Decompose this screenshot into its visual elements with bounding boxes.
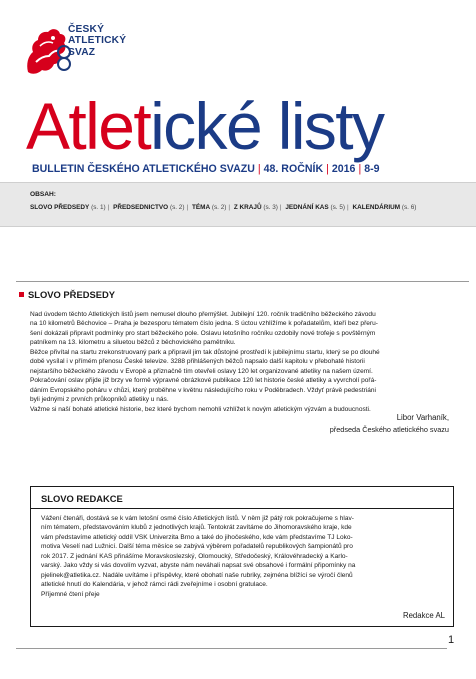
text-line: době vysílal i v přímém přenosu České televize. 3288 přihlášených běžců napsalo další kapitolu v přebohaté historii — [30, 358, 365, 366]
text-line: motiva Veselí nad Lužnicí. Další téma měsíce se zabývá výběrem pořadatelů republikových šampionátů pro — [41, 543, 353, 551]
contents-list: SLOVO PŘEDSEDY (s. 1) | PŘEDSEDNICTVO (s. 2) | TÉMA (s. 2) | Z KRAJŮ (s. 3) | JEDNÁNÍ KAS (s. 5) | KALENDÁRIUM (s. 6) — [30, 204, 417, 211]
masthead-blue: ické listy — [150, 89, 384, 163]
logo-line-2: ATLETICKÝ — [68, 35, 127, 47]
text-line: Važme si naší bohaté atletické historie, bez které bychom nemohli vzhlížet k novým atletickým výzvám a budoucnosti. — [30, 405, 371, 413]
bulletin-year: 2016 — [331, 163, 356, 175]
bulletin-line: BULLETIN ČESKÉHO ATLETICKÉHO SVAZU | 48. ROČNÍK | 2016 | 8-9 — [32, 163, 380, 175]
csa-logo — [22, 20, 158, 82]
toc-item[interactable]: PŘEDSEDNICTVO (s. 2) — [113, 204, 185, 211]
text-line: varský. Jako vždy si vás dovolím vyzvat, abyste nám neváhali napsat své obsahové i formální připomínky na — [41, 562, 356, 570]
text-line: Příjemné čtení přeje — [41, 590, 100, 598]
section-divider — [16, 281, 469, 282]
bullet-icon — [19, 292, 24, 297]
box-title: SLOVO REDAKCE — [41, 493, 123, 504]
text-line: na 10 kilometrů Běchovice – Praha je bezesporu tématem číslo jedna. S úctou vzhlížíme k pořadatelům, kteří bez přeru- — [30, 320, 378, 328]
text-line: rok 2017. Z jednání KAS přinášíme Moravskoslezský, Olomoucký, Středočeský, Královéhradecký a Karlo- — [41, 552, 348, 560]
text-line: Vážení čtenáři, dostává se k vám letošní osmé číslo Atletických listů. V něm již pátý rok pokračujeme s hlav- — [41, 515, 354, 522]
text-line: dáním Evropského poháru v chůzi, který proběhne v květnu následujícího roku v Poděbradech. Vždyť právě pedestriáni — [30, 386, 377, 394]
box-signature: Redakce AL — [402, 611, 445, 620]
text-line: nejstaršího běžeckého závodu v Evropě a přiznačně tím otevřeli oslavy 120 let organizované atletiky na našem území. — [30, 367, 373, 375]
logo-line-1: ČESKÝ — [68, 24, 105, 35]
masthead-red: Atlet — [26, 89, 151, 163]
masthead-title — [26, 88, 474, 164]
text-line: šení dokázali připravit podmínky pro start běžeckého pole. Oslavu letošního ročníku ozdobily nové trofeje s povštěrným — [30, 329, 376, 337]
section-header — [16, 286, 469, 304]
contents-label: OBSAH: — [30, 191, 57, 198]
page-number: 1 — [448, 634, 455, 646]
toc-item[interactable]: Z KRAJŮ (s. 3) — [233, 204, 278, 211]
signer-role: předseda Českého atletického svazu — [329, 425, 449, 434]
logo-line-3: SVAZ — [68, 46, 96, 58]
text-line: ním tématem, představováním klubů z jednotlivých krajů. Tentokrát zavítáme do Jihomoravského kraje, kde — [41, 524, 352, 532]
text-line: pjelinek@atletika.cz. Nadále uvítáme i příspěvky, které obohatí naše rubriky, zejména blížící se výročí členů — [41, 571, 353, 579]
editorial-box — [30, 486, 454, 627]
bulletin-issue: 48. ROČNÍK — [263, 163, 324, 175]
signer-name: Libor Varhaník, — [396, 413, 449, 422]
contents-strip — [0, 182, 476, 227]
section-title: SLOVO PŘEDSEDY — [28, 289, 115, 300]
toc-item[interactable]: TÉMA (s. 2) — [191, 204, 227, 211]
text-line: vám představíme atletický oddíl VSK Univerzita Brno a také do jihočeského, kde vám představíme TJ Loko- — [41, 533, 353, 541]
toc-item[interactable]: JEDNÁNÍ KAS (s. 5) — [285, 204, 346, 211]
box-divider — [31, 508, 453, 509]
toc-item[interactable]: SLOVO PŘEDSEDY (s. 1) — [30, 204, 106, 211]
box-text — [41, 514, 445, 599]
text-line: byli jednými z prvních průkopníků atletiky u nás. — [30, 396, 169, 404]
text-line: Nad úvodem těchto Atletických listů jsem nemusel dlouho přemýšlet. Jubilejní 120. ročník tradičního běžeckého závodu — [30, 311, 376, 318]
bulletin-number: 8-9 — [364, 163, 380, 175]
text-line: Pokračování oslav přijde již brzy ve formě výpravné obrázkové publikace 120 let historie české atletiky a vyvrcholí pořá- — [30, 377, 377, 385]
bulletin-name: BULLETIN ČESKÉHO ATLETICKÉHO SVAZU — [32, 163, 255, 175]
signature-block — [330, 412, 449, 436]
text-line: patníkem na 13. kilometru a siluetou běžců z běchovického pamětníku. — [30, 339, 236, 347]
footer-divider — [16, 648, 447, 649]
toc-item[interactable]: KALENDÁRIUM (s. 6) — [352, 204, 417, 211]
editorial-text — [30, 310, 454, 414]
text-line: Běžce přivítal na startu zrekonstruovaný park a připravil jim tak důstojné prostředí k jubilejnímu startu, který se po dlouhé — [30, 348, 380, 356]
text-line: atletické hnutí do Kalendária, v jehož rámci rádi zveřejníme i osobní gratulace. — [41, 581, 268, 589]
